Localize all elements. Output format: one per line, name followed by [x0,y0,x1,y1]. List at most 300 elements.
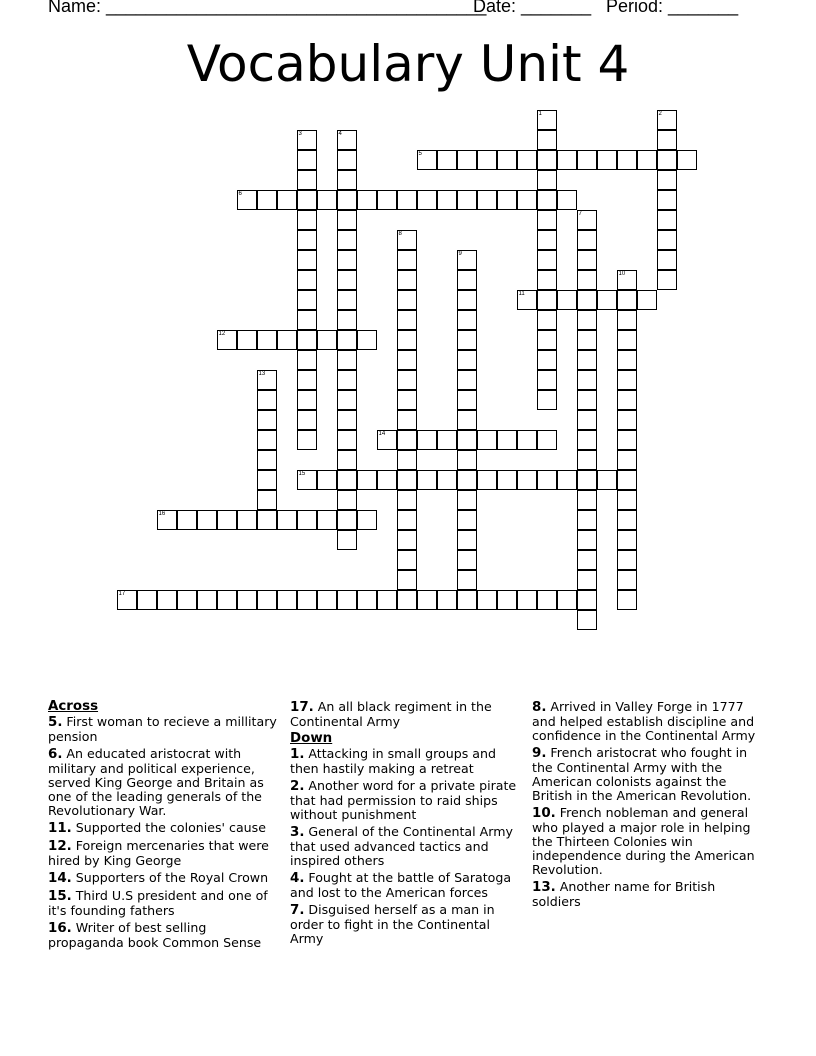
crossword-cell[interactable] [217,330,237,350]
clue-item [532,806,764,877]
clue-item [290,871,522,900]
crossword-cell[interactable] [477,190,497,210]
crossword-cell[interactable] [357,470,377,490]
crossword-cell[interactable] [617,150,637,170]
clue-text: Third U.S president and one of it's founding fathers [48,888,268,918]
crossword-cell[interactable] [317,330,337,350]
crossword-cell[interactable] [577,410,597,430]
crossword-cell[interactable] [357,190,377,210]
crossword-cell[interactable] [297,150,317,170]
crossword-cell[interactable] [457,470,477,490]
clue-item [48,747,280,818]
crossword-cell[interactable] [537,250,557,270]
crossword-cell[interactable] [537,110,557,130]
clue-item [48,839,280,868]
crossword-cell[interactable] [237,510,257,530]
crossword-cell[interactable] [297,290,317,310]
crossword-cell[interactable] [557,470,577,490]
crossword-cell[interactable] [397,470,417,490]
clue-number: 3. [290,825,305,840]
crossword-cell[interactable] [597,470,617,490]
period-field[interactable]: Period: _______ [606,0,739,16]
clue-number: 14. [48,871,72,886]
crossword-cell[interactable] [457,290,477,310]
crossword-cell[interactable] [577,450,597,470]
crossword-cell[interactable] [457,390,477,410]
clue-text: An educated aristocrat with military and political experience, served King George and Britain as one of the leading generals of the Revolutionary War. [48,746,264,818]
crossword-cell[interactable] [557,290,577,310]
clue-number: 8 [398,230,402,237]
crossword-cell[interactable] [577,590,597,610]
name-field[interactable]: Name: ______________________________________ [48,0,487,16]
crossword-cell[interactable] [617,330,637,350]
crossword-cell[interactable] [397,510,417,530]
crossword-cell[interactable] [357,330,377,350]
crossword-cell[interactable] [397,410,417,430]
crossword-cell[interactable] [617,350,637,370]
clue-number: 8. [532,700,547,715]
crossword-cell[interactable] [337,230,357,250]
crossword-cell[interactable] [297,430,317,450]
crossword-cell[interactable] [397,190,417,210]
clue-number: 10 [618,270,626,277]
crossword-cell[interactable] [377,590,397,610]
clue-item [48,889,280,918]
crossword-cell[interactable] [457,410,477,430]
crossword-cell[interactable] [457,190,477,210]
crossword-cell[interactable] [317,190,337,210]
clue-item [532,880,764,909]
crossword-cell[interactable] [577,530,597,550]
crossword-cell[interactable] [577,250,597,270]
clue-text: Another name for British soldiers [532,879,716,909]
crossword-cell[interactable] [297,310,317,330]
crossword-cell[interactable] [577,570,597,590]
clue-number: 12. [48,839,72,854]
crossword-cell[interactable] [637,150,657,170]
crossword-cell[interactable] [257,410,277,430]
crossword-cell[interactable] [677,150,697,170]
crossword-cell[interactable] [357,510,377,530]
crossword-cell[interactable] [577,390,597,410]
crossword-cell[interactable] [337,150,357,170]
crossword-cell[interactable] [277,590,297,610]
crossword-cell[interactable] [537,170,557,190]
crossword-cell[interactable] [457,370,477,390]
crossword-cell[interactable] [337,270,357,290]
crossword-cell[interactable] [577,290,597,310]
crossword-cell[interactable] [277,510,297,530]
crossword-cell[interactable] [397,350,417,370]
crossword-cell[interactable] [517,190,537,210]
crossword-cell[interactable] [437,590,457,610]
clue-number: 6 [238,190,242,197]
crossword-cell[interactable] [297,170,317,190]
crossword-cell[interactable] [197,510,217,530]
crossword-cell[interactable] [637,290,657,310]
crossword-cell[interactable] [397,550,417,570]
crossword-cell[interactable] [617,390,637,410]
clue-number: 7. [290,903,305,918]
across-heading: Across [48,699,99,714]
crossword-cell[interactable] [577,370,597,390]
crossword-cell[interactable] [377,430,397,450]
crossword-cell[interactable] [257,450,277,470]
crossword-cell[interactable] [157,590,177,610]
crossword-cell[interactable] [337,410,357,430]
clue-text: Foreign mercenaries that were hired by King George [48,838,269,868]
crossword-cell[interactable] [417,150,437,170]
crossword-cell[interactable] [297,410,317,430]
clue-number: 3 [298,130,302,137]
crossword-cell[interactable] [457,490,477,510]
crossword-cell[interactable] [457,530,477,550]
crossword-cell[interactable] [657,230,677,250]
down-heading: Down [290,731,333,746]
crossword-cell[interactable] [397,330,417,350]
crossword-cell[interactable] [337,170,357,190]
crossword-cell[interactable] [337,430,357,450]
crossword-cell[interactable] [517,430,537,450]
crossword-cell[interactable] [437,470,457,490]
crossword-cell[interactable] [397,290,417,310]
crossword-cell[interactable] [257,330,277,350]
crossword-cell[interactable] [157,510,177,530]
crossword-cell[interactable] [177,510,197,530]
clue-item [532,746,764,803]
crossword-cell[interactable] [537,290,557,310]
crossword-cell[interactable] [317,510,337,530]
crossword-cell[interactable] [657,110,677,130]
crossword-cell[interactable] [457,250,477,270]
clue-text: French aristocrat who fought in the Continental Army with the American colonists against the British in the American Revolution. [532,745,752,803]
clue-number: 5. [48,715,63,730]
crossword-cell[interactable] [597,150,617,170]
clue-number: 11. [48,821,72,836]
clue-item [290,825,522,868]
clue-number: 2 [658,110,662,117]
crossword-cell[interactable] [537,190,557,210]
crossword-cell[interactable] [517,470,537,490]
crossword-cell[interactable] [337,530,357,550]
crossword-cell[interactable] [397,590,417,610]
crossword-cell[interactable] [497,190,517,210]
crossword-cell[interactable] [457,310,477,330]
crossword-cell[interactable] [557,590,577,610]
crossword-cell[interactable] [337,470,357,490]
crossword-cell[interactable] [657,130,677,150]
crossword-cell[interactable] [417,590,437,610]
crossword-cell[interactable] [517,150,537,170]
crossword-cell[interactable] [457,350,477,370]
crossword-cell[interactable] [577,150,597,170]
crossword-cell[interactable] [617,430,637,450]
clue-number: 16. [48,921,72,936]
crossword-cell[interactable] [537,210,557,230]
crossword-cell[interactable] [617,450,637,470]
clue-text: An all black regiment in the Continental Army [290,699,492,729]
clue-item [532,700,764,743]
crossword-cell[interactable] [477,150,497,170]
crossword-cell[interactable] [537,270,557,290]
clue-text: Arrived in Valley Forge in 1777 and helped establish discipline and confidence in the Continental Army [532,699,756,743]
crossword-cell[interactable] [497,430,517,450]
crossword-cell[interactable] [617,410,637,430]
crossword-cell[interactable] [657,270,677,290]
crossword-cell[interactable] [337,310,357,330]
crossword-cell[interactable] [337,190,357,210]
crossword-cell[interactable] [577,350,597,370]
clue-text: First woman to recieve a millitary pension [48,714,277,744]
crossword-cell[interactable] [237,330,257,350]
crossword-cell[interactable] [617,530,637,550]
crossword-cell[interactable] [117,590,137,610]
crossword-cell[interactable] [617,290,637,310]
crossword-cell[interactable] [577,550,597,570]
crossword-cell[interactable] [257,590,277,610]
crossword-cell[interactable] [397,490,417,510]
crossword-cell[interactable] [317,470,337,490]
crossword-cell[interactable] [497,590,517,610]
crossword-cell[interactable] [297,390,317,410]
crossword-cell[interactable] [617,570,637,590]
crossword-cell[interactable] [537,310,557,330]
crossword-cell[interactable] [457,550,477,570]
clue-item [290,747,522,776]
crossword-cell[interactable] [397,310,417,330]
crossword-cell[interactable] [617,490,637,510]
crossword-cell[interactable] [457,330,477,350]
crossword-cell[interactable] [397,450,417,470]
clue-number: 13 [258,370,266,377]
crossword-cell[interactable] [377,470,397,490]
crossword-cell[interactable] [457,590,477,610]
crossword-cell[interactable] [417,190,437,210]
crossword-cell[interactable] [297,510,317,530]
crossword-cell[interactable] [297,130,317,150]
crossword-cell[interactable] [617,470,637,490]
clue-number: 15. [48,889,72,904]
clue-text: Supporters of the Royal Crown [71,870,269,885]
crossword-cell[interactable] [337,450,357,470]
crossword-cell[interactable] [337,510,357,530]
crossword-cell[interactable] [537,370,557,390]
crossword-cell[interactable] [297,230,317,250]
crossword-cell[interactable] [397,530,417,550]
crossword-cell[interactable] [237,590,257,610]
crossword-cell[interactable] [537,230,557,250]
crossword-cell[interactable] [577,470,597,490]
crossword-cell[interactable] [397,430,417,450]
crossword-cell[interactable] [397,370,417,390]
crossword-cell[interactable] [457,430,477,450]
crossword-cell[interactable] [297,470,317,490]
crossword-cell[interactable] [257,190,277,210]
crossword-cell[interactable] [537,430,557,450]
crossword-cell[interactable] [257,390,277,410]
crossword-cell[interactable] [337,390,357,410]
crossword-cell[interactable] [457,450,477,470]
crossword-cell[interactable] [137,590,157,610]
clue-number: 9 [458,250,462,257]
clues-column-3 [532,700,764,912]
crossword-cell[interactable] [257,370,277,390]
crossword-cell[interactable] [457,510,477,530]
crossword-cell[interactable] [577,310,597,330]
crossword-cell[interactable] [317,590,337,610]
crossword-cell[interactable] [437,430,457,450]
crossword-cell[interactable] [557,150,577,170]
clues-column-2 [290,700,522,949]
crossword-cell[interactable] [297,250,317,270]
crossword-cell[interactable] [337,490,357,510]
clue-text: Another word for a private pirate that had permission to raid ships without punishment [290,778,517,822]
crossword-cell[interactable] [657,210,677,230]
crossword-cell[interactable] [337,330,357,350]
clue-text: French nobleman and general who played a major role in helping the Thirteen Colonies win independence during the American Revolution. [532,805,755,877]
crossword-cell[interactable] [537,470,557,490]
crossword-cell[interactable] [537,590,557,610]
crossword-cell[interactable] [457,570,477,590]
clue-number: 6. [48,747,63,762]
crossword-cell[interactable] [397,270,417,290]
crossword-cell[interactable] [257,430,277,450]
crossword-cell[interactable] [357,590,377,610]
crossword-cell[interactable] [577,210,597,230]
crossword-cell[interactable] [577,490,597,510]
clue-number: 9. [532,746,547,761]
clue-item [290,779,522,822]
clue-text: General of the Continental Army that used advanced tactics and inspired others [290,824,513,868]
crossword-cell[interactable] [337,290,357,310]
crossword-cell[interactable] [537,150,557,170]
crossword-cell[interactable] [657,250,677,270]
crossword-cell[interactable] [617,370,637,390]
crossword-cell[interactable] [397,570,417,590]
clue-text: Attacking in small groups and then hastily making a retreat [290,746,496,776]
crossword-cell[interactable] [497,470,517,490]
crossword-cell[interactable] [477,590,497,610]
crossword-cell[interactable] [377,190,397,210]
clue-item [48,715,280,744]
clue-text: Fought at the battle of Saratoga and lost to the American forces [290,870,512,900]
clue-item [290,903,522,946]
crossword-cell[interactable] [337,590,357,610]
crossword-cell[interactable] [477,430,497,450]
clue-number: 2. [290,779,305,794]
crossword-cell[interactable] [417,470,437,490]
crossword-cell[interactable] [657,190,677,210]
crossword-cell[interactable] [617,550,637,570]
crossword-cell[interactable] [237,190,257,210]
clue-number: 4. [290,871,305,886]
crossword-cell[interactable] [337,130,357,150]
clue-number: 1 [538,110,542,117]
crossword-cell[interactable] [557,190,577,210]
crossword-cell[interactable] [417,430,437,450]
clue-number: 4 [338,130,342,137]
crossword-cell[interactable] [577,510,597,530]
crossword-cell[interactable] [297,590,317,610]
crossword-cell[interactable] [217,590,237,610]
clue-number: 7 [578,210,582,217]
clue-number: 1. [290,747,305,762]
crossword-cell[interactable] [477,470,497,490]
crossword-cell[interactable] [437,150,457,170]
crossword-cell[interactable] [457,270,477,290]
crossword-cell[interactable] [537,350,557,370]
clue-number: 15 [298,470,306,477]
crossword-cell[interactable] [217,510,237,530]
crossword-cell[interactable] [497,150,517,170]
crossword-cell[interactable] [457,150,477,170]
crossword-cell[interactable] [337,370,357,390]
crossword-cell[interactable] [257,510,277,530]
crossword-cell[interactable] [277,330,297,350]
crossword-cell[interactable] [617,310,637,330]
date-field[interactable]: Date: _______ [473,0,592,16]
page-title: Vocabulary Unit 4 [186,35,630,93]
crossword-cell[interactable] [577,610,597,630]
crossword-cell[interactable] [597,290,617,310]
crossword-cell[interactable] [577,270,597,290]
crossword-cell[interactable] [397,390,417,410]
crossword-cell[interactable] [297,190,317,210]
crossword-cell[interactable] [657,170,677,190]
crossword-cell[interactable] [177,590,197,610]
clue-text: Supported the colonies' cause [71,820,266,835]
clue-number: 11 [518,290,525,297]
clue-number: 12 [218,330,226,337]
crossword-cell[interactable] [657,150,677,170]
crossword-cell[interactable] [517,590,537,610]
crossword-cell[interactable] [257,490,277,510]
clue-text: Writer of best selling propaganda book Common Sense [48,920,262,950]
crossword-cell[interactable] [277,190,297,210]
clue-number: 14 [378,430,386,437]
crossword-cell[interactable] [297,370,317,390]
crossword-cell[interactable] [297,330,317,350]
crossword-cell[interactable] [577,230,597,250]
clues-column-1 [48,700,280,953]
crossword-cell[interactable] [297,350,317,370]
crossword-cell[interactable] [197,590,217,610]
clue-item [48,821,280,836]
crossword-cell[interactable] [437,190,457,210]
clue-number: 10. [532,806,556,821]
crossword-cell[interactable] [397,250,417,270]
clue-text: Disguised herself as a man in order to fight in the Continental Army [290,902,495,946]
crossword-cell[interactable] [337,250,357,270]
crossword-cell[interactable] [397,230,417,250]
crossword-cell[interactable] [297,270,317,290]
crossword-cell[interactable] [577,430,597,450]
crossword-cell[interactable] [537,130,557,150]
crossword-cell[interactable] [537,330,557,350]
clue-number: 16 [158,510,166,517]
crossword-cell[interactable] [337,350,357,370]
crossword-cell[interactable] [337,210,357,230]
crossword-cell[interactable] [537,390,557,410]
crossword-cell[interactable] [617,270,637,290]
crossword-cell[interactable] [617,590,637,610]
crossword-cell[interactable] [617,510,637,530]
clue-item [48,871,280,886]
crossword-cell[interactable] [257,470,277,490]
crossword-cell[interactable] [577,330,597,350]
crossword-cell[interactable] [517,290,537,310]
crossword-cell[interactable] [297,210,317,230]
